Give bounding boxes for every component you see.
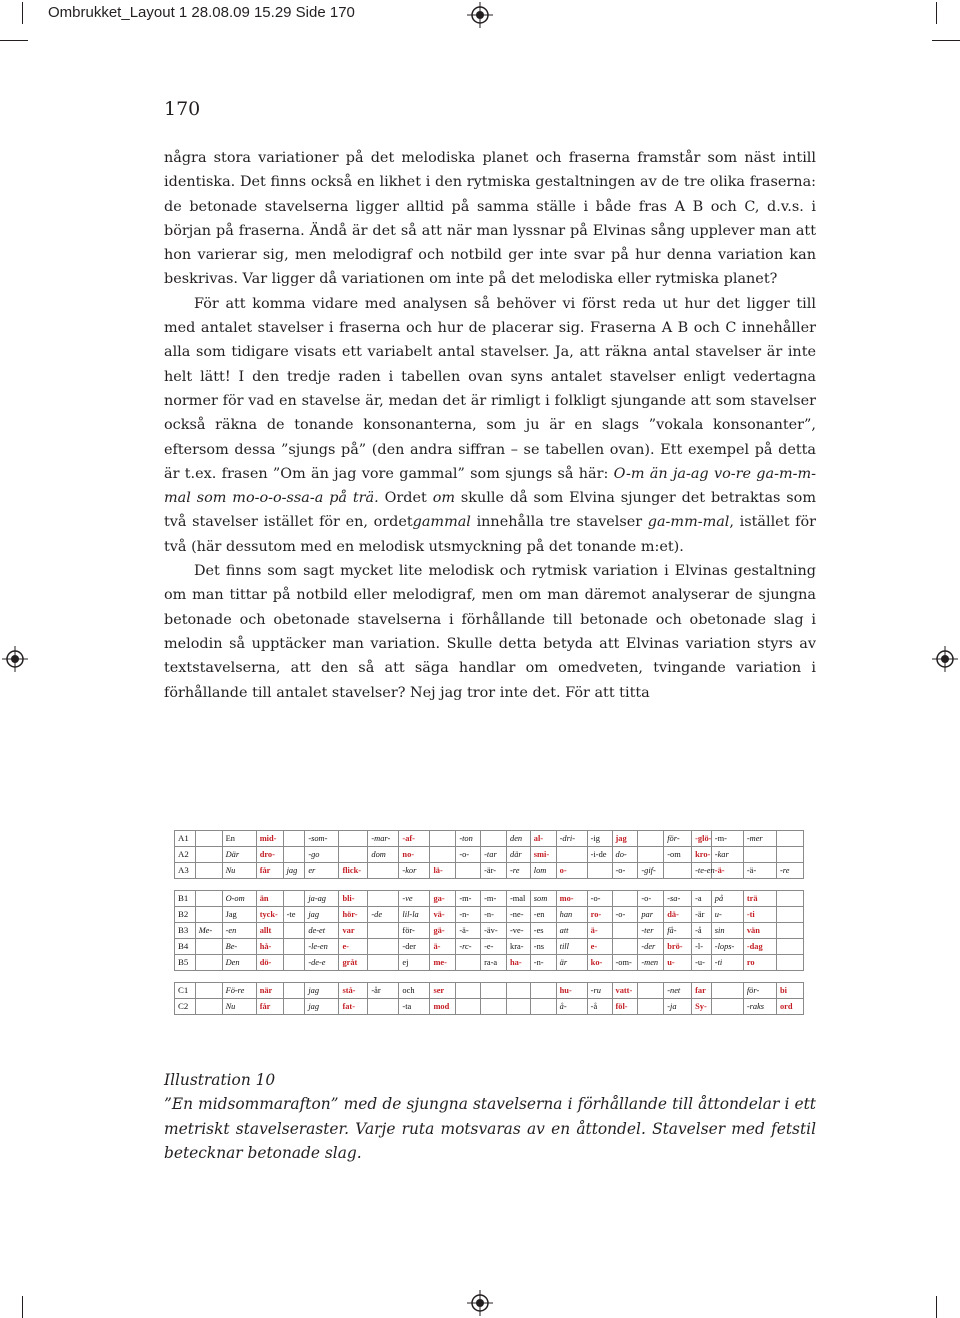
syllable-cell: lom — [530, 863, 556, 879]
syllable-cell: me- — [430, 955, 456, 971]
syllable-cell: -u- — [692, 955, 712, 971]
syllable-cell — [612, 939, 638, 955]
syllable-cell: trä — [743, 891, 776, 907]
paragraph-text: , istället för två (här dessutom med en melodisk utsmyckning på det tonande m:et). — [164, 514, 816, 555]
syllable-cell: -dag — [743, 939, 776, 955]
syllable-cell: för- — [743, 983, 776, 999]
syllable-cell: jag — [305, 999, 339, 1015]
syllable-cell — [195, 831, 222, 847]
registration-mark-icon — [2, 646, 28, 672]
syllable-cell: -ti — [743, 907, 776, 923]
syllable-cell — [638, 847, 664, 863]
syllable-cell: -n- — [481, 907, 507, 923]
syllable-cell — [368, 999, 399, 1015]
syllable-cell: -n- — [530, 955, 556, 971]
syllable-cell: får — [256, 999, 283, 1015]
syllable-cell: par — [638, 907, 664, 923]
syllable-cell: -e- — [481, 939, 507, 955]
syllable-cell: lil-la — [399, 907, 430, 923]
syllable-cell: till — [556, 939, 587, 955]
row-label: B1 — [175, 891, 196, 907]
syllable-cell: kro- — [692, 847, 712, 863]
caption-text: ”En midsommarafton” med de sjungna stavelserna i förhållande till åttondelar i ett metriskt stavelseraster. Varje ruta motsvaras av en åttondel. Stavelser med fetstil betecknar betonade slag. — [164, 1095, 816, 1162]
syllable-cell: på — [711, 891, 743, 907]
syllable-cell — [711, 983, 743, 999]
syllable-cell: -ns — [530, 939, 556, 955]
syllable-cell: gä- — [430, 923, 456, 939]
syllable-cell: -mer — [743, 831, 776, 847]
syllable-cell: fat- — [339, 999, 368, 1015]
syllable-cell: ko- — [587, 955, 612, 971]
syllable-cell: -m- — [456, 891, 481, 907]
syllable-cell: tyck- — [256, 907, 283, 923]
emphasis: ga-mm-mal — [647, 514, 730, 531]
syllable-cell: att — [556, 923, 587, 939]
syllable-cell: Där — [222, 847, 256, 863]
syllable-cell: -a — [692, 891, 712, 907]
syllable-cell — [430, 831, 456, 847]
syllable-cell: får — [256, 863, 283, 879]
syllable-cell: -ta — [399, 999, 430, 1015]
syllable-cell: dä- — [664, 907, 692, 923]
syllable-cell: för- — [664, 831, 692, 847]
syllable-cell: -ve — [399, 891, 430, 907]
sung-example: O-m än ja-ag vo-re ga-m-m-mal som mo-o-o-ssa-a på trä. — [164, 465, 816, 507]
syllable-cell: -om- — [612, 955, 638, 971]
crop-mark — [22, 1296, 23, 1318]
syllable-cell: bli- — [339, 891, 368, 907]
syllable-cell: -tar — [481, 847, 507, 863]
syllable-cell: vatt- — [612, 983, 638, 999]
syllable-cell — [283, 831, 305, 847]
syllable-cell: smi- — [530, 847, 556, 863]
syllable-cell: -m- — [711, 831, 743, 847]
syllable-cell — [283, 847, 305, 863]
syllable-cell: -net — [664, 983, 692, 999]
syllable-cell: brö- — [664, 939, 692, 955]
syllable-cell — [195, 939, 222, 955]
paragraph-text: För att komma vidare med analysen så behöver vi först reda ut hur det ligger till med antalet stavelser i fraserna och hur de placerar sig. Fraserna A B och C innehåller alla som tidigare visats ett variabelt antal stavelser. Ja, att räkna antal stavelser är inte helt lätt! I den tredje raden i tabellen ovan syns antalet stavelser enligt vedertagna normer för vad en stavelse är, medan det är rimligt i folkligt sjungande att som stavelser också räkna de tonande konsonanterna, som ju är en slags ”vokala konsonanter”, eftersom dessa ”sjungs på” (den andra siffran – se tabellen ovan). Ett exempel på detta är t.ex. frasen ”Om än jag vore gammal” som sjungs så här: — [164, 295, 816, 482]
paragraph: några stora variationer på det melodiska planet och fraserna framstår som näst intill identiska. Det finns också en likhet i den rytmiska gestaltningen av de tre olika fraserna: de betonade stavelserna ligger alltid på samma ställe i både fras A B och C, d.v.s. i början på fraserna. Ändå är det så att när man lyssnar på Elvinas sång upplever man att hon varierar sig, men melodigraf och notbild ger inte svar på hur denna variation kan beskrivas. Var ligger då variationen om inte på det melodiska eller rytmiska planet? — [164, 150, 816, 288]
syllable-cell: -o- — [638, 891, 664, 907]
syllable-cell: -re — [507, 863, 531, 879]
syllable-cell: -år — [368, 983, 399, 999]
syllable-cell: jag — [283, 863, 305, 879]
syllable-cell: -ti — [711, 955, 743, 971]
syllable-cell: -ig — [587, 831, 612, 847]
syllable-cell: En — [222, 831, 256, 847]
syllable-cell: gråt — [339, 955, 368, 971]
syllable-cell: mo- — [556, 891, 587, 907]
syllable-cell — [776, 891, 803, 907]
syllable-cell — [530, 983, 556, 999]
syllable-cell: o- — [556, 863, 587, 879]
syllable-cell: -raks — [743, 999, 776, 1015]
syllable-cell: -ja — [664, 999, 692, 1015]
syllable-cell: -som- — [305, 831, 339, 847]
syllable-cell: vän — [743, 923, 776, 939]
row-label: B3 — [175, 923, 196, 939]
syllable-cell: -ne- — [507, 907, 531, 923]
table-row — [175, 907, 804, 923]
syllable-cell — [456, 955, 481, 971]
syllable-cell: Nu — [222, 999, 256, 1015]
syllable-cell: Jag — [222, 907, 256, 923]
syllable-cell: ro — [743, 955, 776, 971]
syllable-cell — [368, 939, 399, 955]
syllable-cell — [481, 983, 507, 999]
syllable-cell: ä- — [430, 939, 456, 955]
table-row — [175, 831, 804, 847]
row-label: B2 — [175, 907, 196, 923]
syllable-cell: de-et — [305, 923, 339, 939]
row-label: A2 — [175, 847, 196, 863]
syllable-cell: -en — [222, 923, 256, 939]
syllable-cell — [664, 863, 692, 879]
syllable-cell: stå- — [339, 983, 368, 999]
syllable-cell: -å — [692, 923, 712, 939]
syllable-cell — [507, 999, 531, 1015]
syllable-cell: -rc- — [456, 939, 481, 955]
syllable-cell: -kar — [711, 847, 743, 863]
syllable-cell — [195, 891, 222, 907]
syllable-cell: -ä- — [711, 863, 743, 879]
syllable-cell — [776, 939, 803, 955]
syllable-cell: do- — [612, 847, 638, 863]
syllable-cell — [587, 863, 612, 879]
syllable-cell: ä- — [587, 923, 612, 939]
syllable-cell: och — [399, 983, 430, 999]
syllable-cell: ra-a — [481, 955, 507, 971]
syllable-cell — [283, 891, 305, 907]
syllable-cell — [195, 863, 222, 879]
row-label: A3 — [175, 863, 196, 879]
syllable-cell: -dri- — [556, 831, 587, 847]
syllable-cell: å- — [556, 999, 587, 1015]
syllable-cell: -le-en — [305, 939, 339, 955]
syllable-cell — [556, 847, 587, 863]
syllable-cell: -o- — [456, 847, 481, 863]
syllable-cell — [776, 923, 803, 939]
syllable-cell: -n- — [456, 907, 481, 923]
syllable-cell: -är- — [481, 863, 507, 879]
syllable-cell: e- — [339, 939, 368, 955]
syllable-cell — [195, 847, 222, 863]
syllable-cell: dom — [368, 847, 399, 863]
table-row — [175, 923, 804, 939]
syllable-cell — [339, 831, 368, 847]
syllable-cell — [776, 831, 803, 847]
syllable-cell: -af- — [399, 831, 430, 847]
paragraph-text: skulle då som Elvina sjunger det betraktas som två stavelser istället för en, ordet — [164, 490, 816, 531]
syllable-cell: ha- — [507, 955, 531, 971]
body-text — [164, 146, 816, 705]
syllable-cell — [711, 999, 743, 1015]
syllable-cell: flick- — [339, 863, 368, 879]
syllable-cell: som — [530, 891, 556, 907]
emphasis: om — [432, 490, 455, 507]
syllable-cell: -o- — [612, 907, 638, 923]
syllable-cell: Nu — [222, 863, 256, 879]
emphasis: gammal — [412, 514, 471, 531]
syllable-cell: -om — [664, 847, 692, 863]
syllable-cell — [368, 955, 399, 971]
syllable-cell: jag — [305, 983, 339, 999]
syllable-cell — [283, 923, 305, 939]
syllable-cell — [283, 999, 305, 1015]
syllable-cell — [283, 939, 305, 955]
syllable-cell: al- — [530, 831, 556, 847]
syllable-cell: -å — [587, 999, 612, 1015]
syllable-cell: far — [692, 983, 712, 999]
syllable-cell: allt — [256, 923, 283, 939]
syllable-cell: hu- — [556, 983, 587, 999]
syllable-cell: dö- — [256, 955, 283, 971]
row-label: C1 — [175, 983, 196, 999]
syllable-cell: när — [256, 983, 283, 999]
table-spacer-row — [175, 879, 804, 891]
syllable-cell: -l- — [692, 939, 712, 955]
syllable-cell — [195, 907, 222, 923]
paragraph: Det finns som sagt mycket lite melodisk och rytmisk variation i Elvinas gestaltning om man tittar på notbild eller melodigraf, men om man däremot analyserar de sjungna betonade och obetonade stavelserna i förhållande till betonade och obetonade slag i melodin så upptäcker man variation. Skulle detta betyda att Elvinas variation styrs av textstavelserna, att den så att säga handlar om omedveten, tvingande variation i förhållande till antalet stavelser? Nej jag tror inte det. För att titta — [164, 563, 816, 701]
syllable-cell: -es — [530, 923, 556, 939]
syllable-cell — [481, 999, 507, 1015]
syllable-cell: -kor — [399, 863, 430, 879]
syllable-cell: ga- — [430, 891, 456, 907]
page-number: 170 — [164, 98, 201, 120]
crop-mark — [0, 40, 28, 41]
syllable-cell: få- — [664, 923, 692, 939]
syllable-cell: -re — [776, 863, 803, 879]
crop-mark — [936, 1296, 937, 1318]
syllable-cell: no- — [399, 847, 430, 863]
syllable-cell — [612, 923, 638, 939]
syllable-cell: där — [507, 847, 531, 863]
syllable-cell — [195, 999, 222, 1015]
syllable-cell: Be- — [222, 939, 256, 955]
syllable-cell: den — [507, 831, 531, 847]
syllable-cell: -de-e — [305, 955, 339, 971]
syllable-cell: -mal — [507, 891, 531, 907]
syllable-cell: -ve- — [507, 923, 531, 939]
syllable-cell: ja-ag — [305, 891, 339, 907]
print-slug: Ombrukket_Layout 1 28.08.09 15.29 Side 170 — [48, 4, 355, 21]
syllable-cell: O-om — [222, 891, 256, 907]
syllable-cell: hå- — [256, 939, 283, 955]
syllable-cell: -lops- — [711, 939, 743, 955]
syllable-cell: föl- — [612, 999, 638, 1015]
syllable-cell: -en — [530, 907, 556, 923]
syllable-cell: u- — [711, 907, 743, 923]
row-label: B5 — [175, 955, 196, 971]
syllable-cell — [339, 847, 368, 863]
syllable-cell: -gif- — [638, 863, 664, 879]
syllable-cell: ej — [399, 955, 430, 971]
syllable-cell — [456, 983, 481, 999]
syllable-cell: ord — [776, 999, 803, 1015]
syllable-cell: hör- — [339, 907, 368, 923]
syllable-cell: -o- — [612, 863, 638, 879]
syllable-cell: vä- — [430, 907, 456, 923]
syllable-cell — [638, 983, 664, 999]
syllable-cell: -glö- — [692, 831, 712, 847]
syllable-cell — [283, 955, 305, 971]
syllable-cell: ro- — [587, 907, 612, 923]
syllable-cell: sin — [711, 923, 743, 939]
syllable-cell: dro- — [256, 847, 283, 863]
syllable-cell: lä- — [430, 863, 456, 879]
syllable-cell: mod — [430, 999, 456, 1015]
syllable-cell: -är — [692, 907, 712, 923]
syllable-cell: -der — [399, 939, 430, 955]
syllable-cell: -ä- — [743, 863, 776, 879]
paragraph — [164, 292, 816, 559]
syllable-cell: -ä- — [456, 923, 481, 939]
syllable-cell: ser — [430, 983, 456, 999]
syllable-cell: -te — [283, 907, 305, 923]
syllable-cell: kra- — [507, 939, 531, 955]
syllable-cell — [743, 847, 776, 863]
table-row — [175, 983, 804, 999]
syllable-cell: Fö-re — [222, 983, 256, 999]
syllable-cell: -m- — [481, 891, 507, 907]
syllable-cell — [368, 923, 399, 939]
syllable-cell: -ton — [456, 831, 481, 847]
syllable-cell: var — [339, 923, 368, 939]
syllable-cell: u- — [664, 955, 692, 971]
syllable-cell: -ru — [587, 983, 612, 999]
syllable-cell: e- — [587, 939, 612, 955]
syllable-cell — [638, 999, 664, 1015]
table-row — [175, 939, 804, 955]
syllable-cell: -sa- — [664, 891, 692, 907]
row-label: B4 — [175, 939, 196, 955]
syllable-cell — [368, 891, 399, 907]
syllable-cell — [195, 955, 222, 971]
syllable-cell — [283, 983, 305, 999]
syllable-cell: mid- — [256, 831, 283, 847]
syllable-cell — [776, 955, 803, 971]
syllable-cell: för- — [399, 923, 430, 939]
syllable-cell: han — [556, 907, 587, 923]
row-label: A1 — [175, 831, 196, 847]
syllable-cell — [456, 999, 481, 1015]
syllable-cell: jag — [305, 907, 339, 923]
syllable-cell: -der — [638, 939, 664, 955]
syllable-cell: -i-de — [587, 847, 612, 863]
spacer-cell — [175, 879, 804, 891]
syllable-cell — [507, 983, 531, 999]
syllable-cell — [530, 999, 556, 1015]
figure-caption — [164, 1068, 816, 1165]
syllable-cell — [368, 863, 399, 879]
paragraph-text: Ordet — [384, 490, 427, 507]
table-row — [175, 847, 804, 863]
syllable-cell: er — [305, 863, 339, 879]
syllable-cell: än — [256, 891, 283, 907]
syllable-cell — [776, 847, 803, 863]
syllable-cell — [481, 831, 507, 847]
syllable-cell — [195, 983, 222, 999]
table-spacer-row — [175, 971, 804, 983]
syllable-cell: är — [556, 955, 587, 971]
syllable-cell: -o- — [587, 891, 612, 907]
syllable-grid-figure — [174, 830, 804, 1015]
syllable-cell — [430, 847, 456, 863]
syllable-cell: Den — [222, 955, 256, 971]
syllable-cell: -ter — [638, 923, 664, 939]
crop-mark — [22, 2, 23, 24]
paragraph-text: innehålla tre stavelser — [476, 514, 643, 531]
syllable-cell: -de — [368, 907, 399, 923]
syllable-cell — [456, 863, 481, 879]
crop-mark — [936, 2, 937, 24]
row-label: C2 — [175, 999, 196, 1015]
table-row — [175, 891, 804, 907]
syllable-cell: -mar- — [368, 831, 399, 847]
syllable-cell: -te-en — [692, 863, 712, 879]
crop-mark — [932, 40, 960, 41]
syllable-cell: -men — [638, 955, 664, 971]
caption-title: Illustration 10 — [164, 1071, 276, 1089]
registration-mark-icon — [932, 646, 958, 672]
syllable-cell — [638, 831, 664, 847]
spacer-cell — [175, 971, 804, 983]
syllable-cell — [776, 907, 803, 923]
registration-mark-icon — [467, 1290, 493, 1316]
table-row — [175, 863, 804, 879]
syllable-cell: jag — [612, 831, 638, 847]
table-row — [175, 999, 804, 1015]
syllable-cell: -äv- — [481, 923, 507, 939]
syllable-cell — [612, 891, 638, 907]
syllable-cell: bi — [776, 983, 803, 999]
syllable-table — [174, 830, 804, 1015]
syllable-cell: Sy- — [692, 999, 712, 1015]
syllable-cell: Me- — [195, 923, 222, 939]
syllable-cell: -go — [305, 847, 339, 863]
registration-mark-icon — [467, 2, 493, 28]
table-row — [175, 955, 804, 971]
